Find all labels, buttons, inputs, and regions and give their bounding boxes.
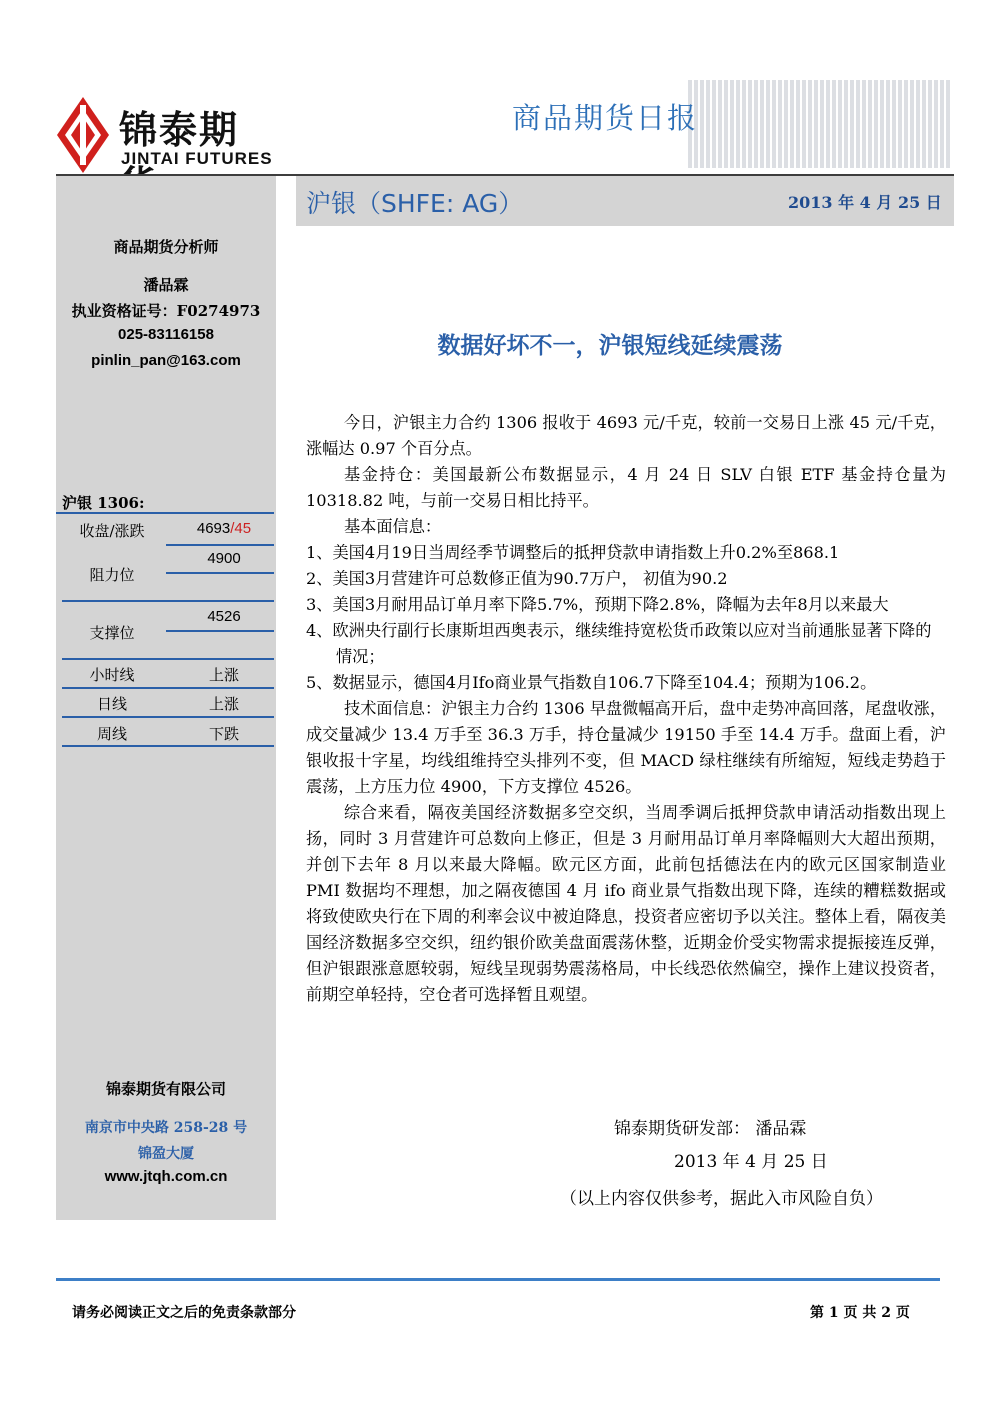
analyst-name: 潘品霖 [143,276,189,294]
table-rule [166,544,274,546]
list-item: 3、美国3月耐用品订单月率下降5.7%，预期下降2.8%，降幅为去年8月以来最大 [306,595,889,614]
row-value: 上涨 [208,667,239,684]
company-building: 锦盈大厦 [138,1146,194,1162]
row-value [174,520,274,537]
analyst-phone: 025-83116158 [118,326,214,343]
headline: 数据好坏不一，沪银短线延续震荡 [437,333,783,359]
row-label: 阻力位 [89,566,135,584]
company-logo [55,95,275,175]
table-rule [56,512,274,514]
table-rule [62,658,274,660]
table-rule [62,716,274,718]
paragraph: 今日，沪银主力合约 1306 报收于 4693 元/千克，较前一交易日上涨 45 元/千克，涨幅达 0.97 个百分点。 [306,413,946,458]
report-body [306,410,946,1008]
company-address: 南京市中央路 258-28 号 [84,1120,248,1136]
row-label: 支撑位 [89,624,135,642]
table-rule [166,572,274,574]
list-item: 5、数据显示，德国4月Ifo商业景气指数自106.7下降至104.4；预期为106.2。 [306,673,877,692]
row-value: 4526 [207,608,241,625]
quote-table-title: 沪银 1306: [62,494,145,512]
table-row [62,548,274,600]
list-item: 2、美国3月营建许可总数修正值为90.7万户， 初值为90.2 [306,569,728,588]
table-rule [62,745,274,747]
disclaimer: （以上内容仅供参考，据此入市风险自负） [560,1189,883,1209]
signature-date: 2013 年 4 月 25 日 [674,1152,828,1172]
row-value: 上涨 [208,696,239,713]
table-row [62,606,274,658]
company-website[interactable]: www.jtqh.com.cn [104,1168,228,1185]
row-label: 收盘/涨跌 [79,522,145,540]
summary-paragraph: 综合来看，隔夜美国经济数据多空交织，当周季调后抵押贷款申请活动指数出现上扬，同时 3 月营建许可总数向上修正，但是 3 月耐用品订单月率降幅则大大超出预期，并创下去年 8 月以来最大降幅。欧元区方面，此前包括德法在内的欧元区国家制造业 PMI 数据均不理想，加之隔夜德国 4 月 ifo 商业景气指数出现下降，连续的糟糕数据或将致使欧央行在下周的利率会议中被迫降息，投资者应密切予以关注。整体上看，隔夜美国经济数据多空交织，纽约银价欧美盘面震荡休整，近期金价受实物需求提振接连反弹，但沪银跟涨意愿较弱，短线呈现弱势震荡格局，中长线恐依然偏空，操作上建议投资者，前期空单轻持，空仓者可选择暂且观望。 [306,803,946,1004]
technical-paragraph: 技术面信息：沪银主力合约 1306 早盘微幅高开后，盘中走势冲高回落，尾盘收涨，成交量减少 13.4 万手至 36.3 万手，持仓量减少 19150 手至 14.4 万手。盘面上看，沪银收报十字星，均线组维持空头排列不变，但 MACD 绿柱继续有所缩短，短线走势趋于震荡，上方压力位 4900，下方支撑位 4526。 [306,699,946,796]
logo-mark-icon [55,95,111,175]
row-label: 日线 [96,695,127,713]
report-date: 2013 年 4 月 25 日 [788,193,942,212]
paragraph: 基金持仓：美国最新公布数据显示，4 月 24 日 SLV 白银 ETF 基金持仓量为 10318.82 吨，与前一交易日相比持平。 [306,465,946,510]
row-value: 下跌 [208,726,239,743]
row-label: 小时线 [89,666,135,684]
report-name: 商品期货日报 [512,101,699,135]
table-row [62,723,274,747]
instrument-title: 沪银（SHFE: AG） [306,189,524,218]
analyst-role: 商品期货分析师 [113,238,219,256]
table-rule [166,630,274,632]
close-value: 4693 [196,520,231,537]
logo-company-cn: 锦泰期 [119,108,240,152]
table-row [62,693,274,717]
header-decoration [688,80,952,168]
row-value: 4900 [207,550,241,567]
table-row [62,664,274,688]
table-rule [62,600,274,602]
analyst-cert: 执业资格证号：F0274973 [71,302,261,320]
table-rule [62,687,274,689]
change-value: /45 [230,520,252,537]
footer-notice: 请务必阅读正文之后的免责条款部分 [72,1305,296,1321]
footer-divider [56,1278,940,1281]
analyst-email[interactable]: pinlin_pan@163.com [91,352,241,369]
logo-company-en: JINTAI FUTURES [121,149,273,168]
company-name: 锦泰期货有限公司 [105,1080,226,1098]
list-item: 4、欧洲央行副行长康斯坦西奥表示，继续维持宽松货币政策以应对当前通胀显著下降的情况； [306,621,932,666]
row-label: 周线 [96,725,127,743]
table-row [62,520,274,546]
paragraph: 基本面信息： [344,517,442,536]
page-number: 第 1 页 共 2 页 [810,1305,910,1321]
signature-dept: 锦泰期货研发部： 潘品霖 [614,1119,807,1139]
list-item: 1、美国4月19日当周经季节调整后的抵押贷款申请指数上升0.2%至868.1 [306,543,840,562]
